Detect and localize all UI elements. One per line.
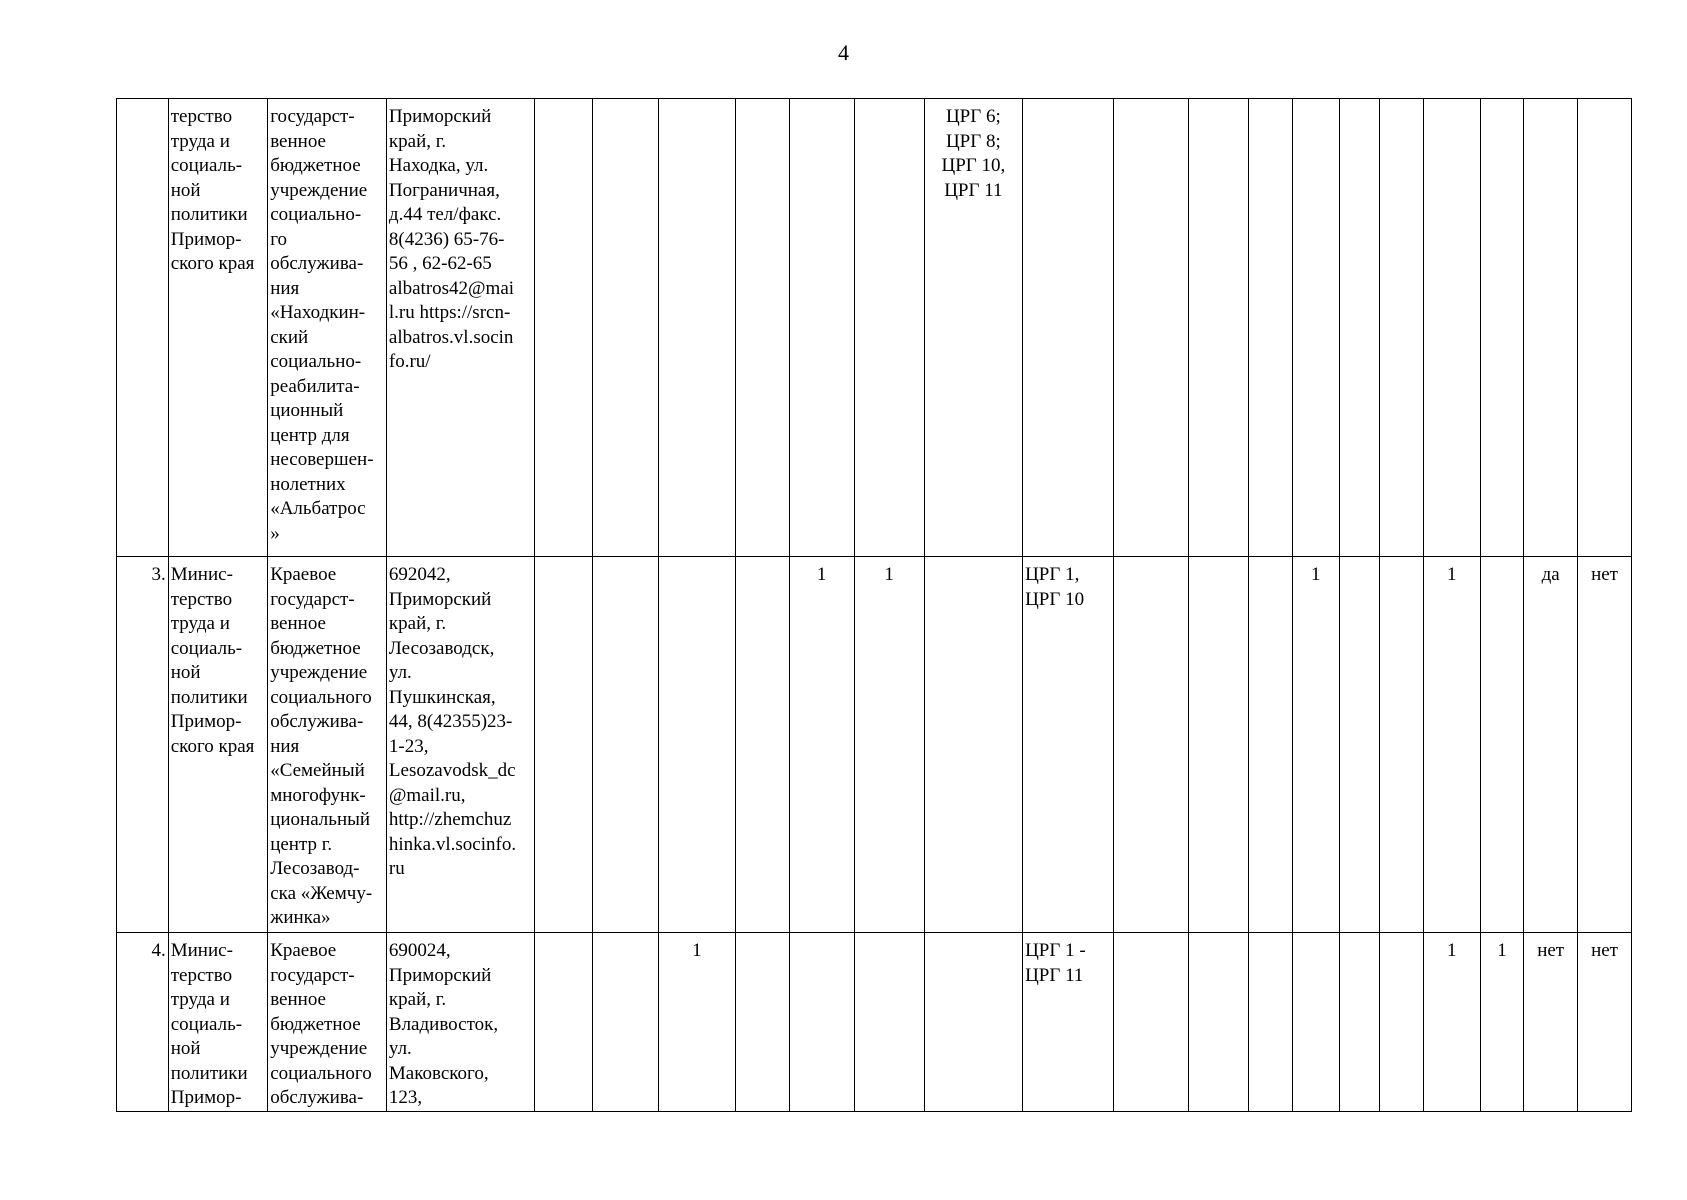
value-cell [1423,99,1480,557]
value-cell [1380,933,1424,1112]
value-cell [1114,933,1189,1112]
ministry-cell: терство труда и социаль- ной политики Примор- ского края [168,99,267,557]
value-cell [1480,99,1524,557]
target-group-cell [924,557,1022,933]
value-cell: 1 [1423,557,1480,933]
contacts-cell: 692042, Приморский край, г. Лесозаводск, ул. Пушкинская, 44, 8(42355)23- 1-23, Lesozavodsk_dc @mail.ru, http://zhemchuz hinka.vl.socinfo. ru [386,557,534,933]
value-cell [1292,99,1339,557]
registry-table [116,98,1632,1112]
value-cell [535,557,593,933]
value-cell [1380,557,1424,933]
value-cell [1189,933,1249,1112]
value-cell: 1 [854,557,924,933]
value-cell [1114,557,1189,933]
value-cell [592,99,658,557]
yes-no-cell [1578,99,1632,557]
yes-no-cell: нет [1578,557,1632,933]
value-cell [1249,99,1293,557]
value-cell [535,99,593,557]
row-number: 3. [117,557,169,933]
value-cell [735,99,789,557]
target-group-cell: ЦРГ 6; ЦРГ 8; ЦРГ 10, ЦРГ 11 [924,99,1022,557]
table-row [117,557,1632,933]
institution-cell: государст- венное бюджетное учреждение социально- го обслужива- ния «Находкин- ский социально- реабилита- ционный центр для несовершен- нолетних «Альбатрос » [268,99,387,557]
value-cell [1249,557,1293,933]
yes-no-cell: нет [1524,933,1578,1112]
ministry-cell: Минис- терство труда и социаль- ной политики Примор- [168,933,267,1112]
value-cell: 1 [658,933,735,1112]
value-cell: 1 [789,557,854,933]
value-cell [1189,99,1249,557]
target-group-cell [924,933,1022,1112]
value-cell [592,557,658,933]
target-group-cell: ЦРГ 1 - ЦРГ 11 [1023,933,1114,1112]
value-cell [1292,933,1339,1112]
value-cell [1249,933,1293,1112]
row-number [117,99,169,557]
contacts-cell: Приморский край, г. Находка, ул. Пограничная, д.44 тел/факс. 8(4236) 65-76- 56 , 62-62-65 albatros42@mai l.ru https://srcn- albatros.vl.socin fo.ru/ [386,99,534,557]
value-cell [1339,933,1380,1112]
value-cell [592,933,658,1112]
yes-no-cell: нет [1578,933,1632,1112]
value-cell [658,557,735,933]
contacts-cell: 690024, Приморский край, г. Владивосток, ул. Маковского, 123, [386,933,534,1112]
target-group-cell [1023,99,1114,557]
value-cell [789,933,854,1112]
table-row [117,99,1632,557]
yes-no-cell [1524,99,1578,557]
value-cell [789,99,854,557]
table-row [117,933,1632,1112]
value-cell [1114,99,1189,557]
value-cell: 1 [1292,557,1339,933]
institution-cell: Краевое государст- венное бюджетное учреждение социального обслужива- ния «Семейный многофунк- циональный центр г. Лесозавод- ска «Жемчу- жинка» [268,557,387,933]
value-cell [735,933,789,1112]
value-cell [1189,557,1249,933]
target-group-cell: ЦРГ 1, ЦРГ 10 [1023,557,1114,933]
yes-no-cell: да [1524,557,1578,933]
value-cell [1480,557,1524,933]
row-number: 4. [117,933,169,1112]
value-cell [658,99,735,557]
page-number: 4 [838,40,849,65]
value-cell [735,557,789,933]
value-cell [854,933,924,1112]
value-cell [535,933,593,1112]
value-cell [1339,99,1380,557]
institution-cell: Краевое государст- венное бюджетное учреждение социального обслужива- [268,933,387,1112]
value-cell [1339,557,1380,933]
ministry-cell: Минис- терство труда и социаль- ной политики Примор- ского края [168,557,267,933]
value-cell [1380,99,1424,557]
value-cell [854,99,924,557]
value-cell: 1 [1423,933,1480,1112]
value-cell: 1 [1480,933,1524,1112]
